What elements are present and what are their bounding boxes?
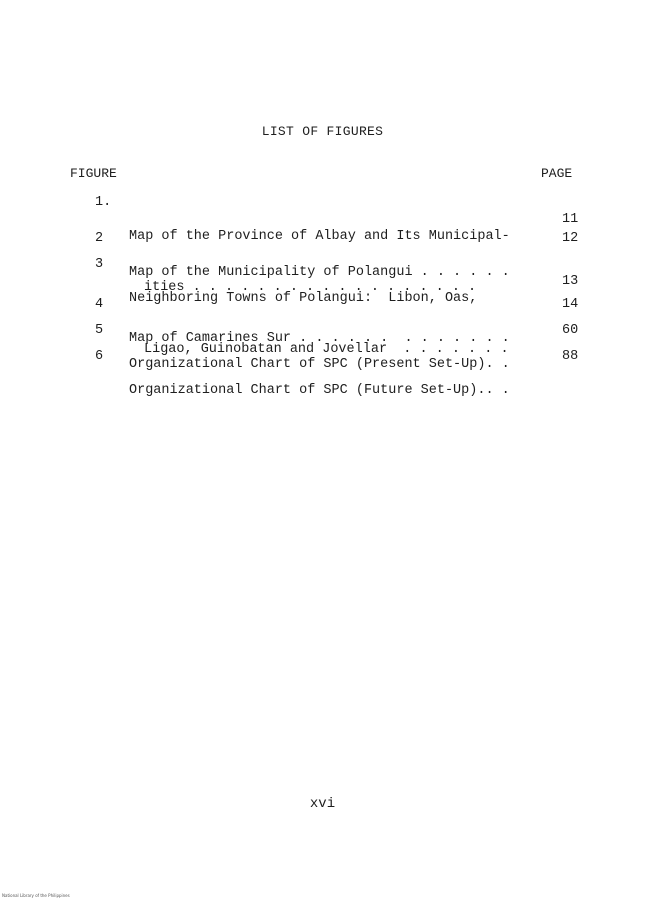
caption-line: Map of the Province of Albay and Its Municipal- — [129, 229, 510, 244]
figure-page: 14 — [562, 297, 579, 312]
scan-credit: National Library of the Philippines — [2, 893, 70, 898]
figure-number: 5 — [95, 323, 104, 338]
figure-number: 3 — [95, 257, 104, 272]
caption-line: Neighboring Towns of Polangui: Libon, Oas, — [129, 291, 478, 306]
figure-page: 12 — [562, 231, 579, 246]
figure-page: 13 — [562, 274, 579, 289]
figure-caption — [129, 348, 510, 433]
caption-line: Organizational Chart of SPC (Present Set-Up). . — [129, 357, 510, 372]
caption-line: Organizational Chart of SPC (Future Set-Up).. . — [129, 383, 510, 398]
page-title: LIST OF FIGURES — [261, 124, 384, 139]
page-number: xvi — [309, 796, 336, 812]
caption-line: ities . . . . . . . . . . . . . . . . . . — [144, 280, 477, 295]
caption-line: Ligao, Guinobatan and Jovellar . . . . . . . — [144, 342, 509, 357]
figure-page: 88 — [562, 349, 579, 364]
page-column-header: PAGE — [541, 166, 573, 181]
caption-line: Map of Camarines Sur . . . . . . . . . . . . . — [129, 331, 510, 346]
caption-line: Map of the Municipality of Polangui . . . . . . — [129, 265, 510, 280]
figure-page: 11 — [562, 212, 579, 227]
figure-number: 2 — [95, 231, 104, 246]
figure-number: 1. — [95, 195, 112, 210]
figure-number: 6 — [95, 349, 104, 364]
figure-column-header: FIGURE — [70, 166, 117, 181]
figure-page: 60 — [562, 323, 579, 338]
figure-number: 4 — [95, 297, 104, 312]
